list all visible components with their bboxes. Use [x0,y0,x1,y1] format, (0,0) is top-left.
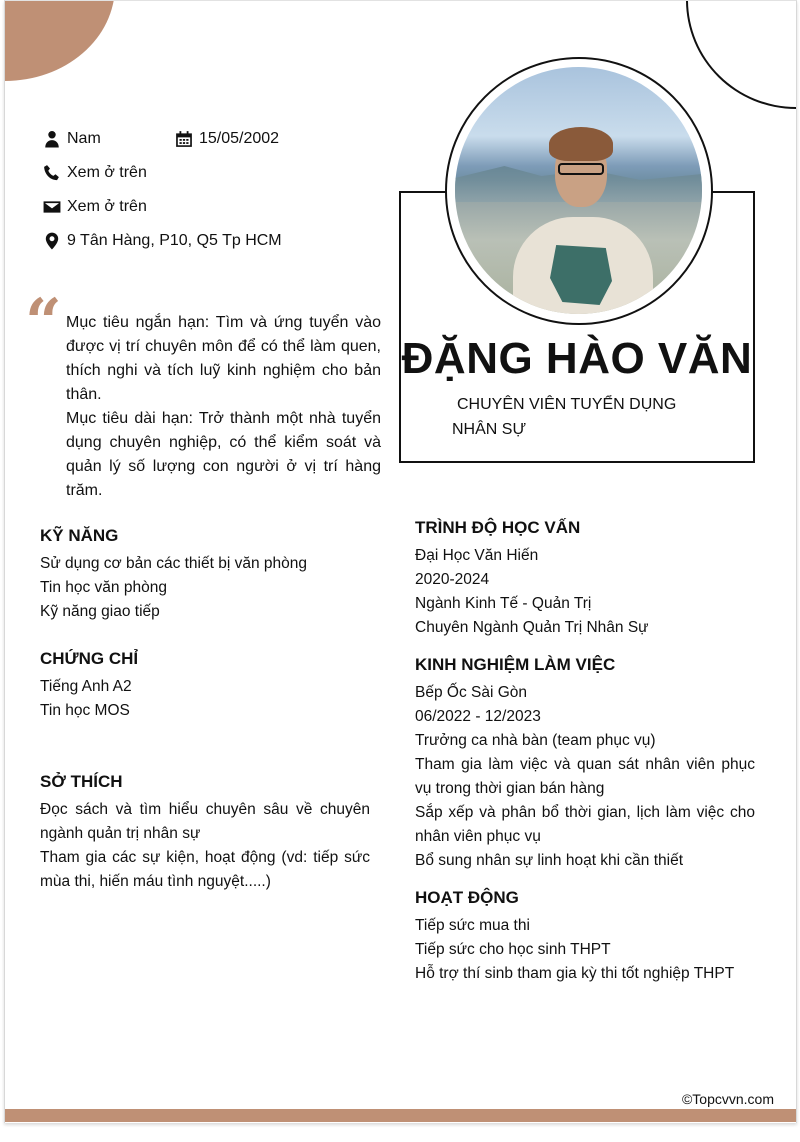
avatar-frame [445,57,713,325]
education-item: 2020-2024 [415,571,490,588]
copyright-text: ©Topcvvn.com [681,1091,774,1107]
user-icon [43,130,61,148]
location-pin-icon [43,232,61,250]
experience-item: Tham gia làm việc và quan sát nhân viên phục vụ trong thời gian bán hàng [415,756,755,797]
email-value: Xem ở trên [67,198,147,215]
job-title-line-1: CHUYÊN VIÊN TUYỂN DỤNG [457,396,677,413]
hobbies-heading: SỞ THÍCH [40,772,123,791]
phone-value: Xem ở trên [67,164,147,181]
education-section [415,518,755,640]
experience-item: 06/2022 - 12/2023 [415,708,541,725]
contact-address [43,232,282,250]
experience-heading: KINH NGHIỆM LÀM VIỆC [415,655,616,674]
activities-section [415,888,755,986]
calendar-icon [175,130,193,148]
experience-section [415,655,755,873]
resume-page [4,0,797,1123]
skills-heading: KỸ NĂNG [40,526,119,545]
contact-phone [43,164,147,182]
decorative-quarter-circle [4,0,115,81]
education-item: Đại Học Văn Hiến [415,547,539,564]
envelope-icon [43,198,61,216]
skill-item: Tin học văn phòng [40,579,167,596]
hobbies-section [40,772,370,894]
career-objective [66,311,381,503]
experience-item: Bếp Ốc Sài Gòn [415,684,528,701]
decorative-circle-outline [686,0,797,109]
photo-person-hair [549,127,613,161]
skills-section [40,526,370,624]
photo-glasses [558,163,604,175]
education-item: Ngành Kinh Tế - Quản Trị [415,595,592,612]
education-item: Chuyên Ngành Quản Trị Nhân Sự [415,619,649,636]
certificate-item: Tiếng Anh A2 [40,678,132,695]
contact-gender [43,130,101,148]
gender-value: Nam [67,130,101,147]
certificates-section [40,649,370,723]
job-title-line-2: NHÂN SỰ [452,421,527,438]
full-name: ĐẶNG HÀO VĂN [401,334,753,383]
job-title [452,392,676,442]
activity-item: Hỗ trợ thí sinb tham gia kỳ thi tốt nghiệp THPT [415,965,735,982]
objective-long-term: Mục tiêu dài hạn: Trở thành một nhà tuyển dụng chuyên nghiệp, có thể kiểm soát và quản lý số lượng con người ở vị trí hàng trăm. [66,410,381,499]
avatar [455,67,702,314]
certificates-heading: CHỨNG CHỈ [40,649,139,668]
objective-short-term: Mục tiêu ngắn hạn: Tìm và ứng tuyển vào được vị trí chuyên môn để có thể làm quen, thích nghi và tích luỹ kinh nghiệm cho bản thân. [66,314,381,403]
contact-birthday [175,130,279,148]
activity-item: Tiếp sức mua thi [415,917,530,934]
hobby-item: Đọc sách và tìm hiểu chuyên sâu về chuyên ngành quản trị nhân sự [40,801,370,842]
activity-item: Tiếp sức cho học sinh THPT [415,941,611,958]
skill-item: Kỹ năng giao tiếp [40,603,160,620]
skill-item: Sử dụng cơ bản các thiết bị văn phòng [40,555,307,572]
quote-icon: “ [25,285,58,360]
activities-heading: HOẠT ĐỘNG [415,888,519,907]
phone-icon [43,164,61,182]
experience-item: Sắp xếp và phân bổ thời gian, lịch làm việc cho nhân viên phục vụ [415,804,755,845]
footer-accent-bar [5,1109,796,1122]
education-heading: TRÌNH ĐỘ HỌC VẤN [415,518,581,537]
certificate-item: Tin học MOS [40,702,130,719]
birthday-value: 15/05/2002 [199,130,280,147]
address-value: 9 Tân Hàng, P10, Q5 Tp HCM [67,232,282,249]
hobby-item: Tham gia các sự kiện, hoạt động (vd: tiếp sức mùa thi, hiến máu tình nguyệt.....) [40,849,370,890]
experience-item: Bổ sung nhân sự linh hoạt khi cần thiết [415,852,684,869]
contact-email [43,198,147,216]
experience-item: Trưởng ca nhà bàn (team phục vụ) [415,732,656,749]
